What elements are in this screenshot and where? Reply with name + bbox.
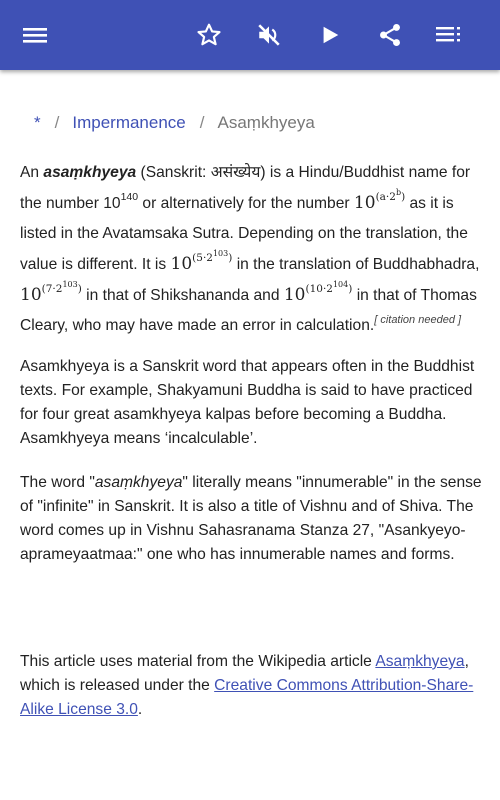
exponent-140: 140 bbox=[120, 191, 139, 203]
citation-needed-tag[interactable]: [ citation needed ] bbox=[374, 314, 462, 326]
footer-text: This article uses material from the Wikipedia article bbox=[20, 653, 376, 670]
paragraph-text: in that of Thomas Cleary, who may have made an error in calculation. bbox=[20, 287, 477, 334]
breadcrumb-home-link[interactable]: * bbox=[34, 113, 41, 132]
math-formula-1: $10^{(a\cdot 2^b)}$ bbox=[353, 188, 406, 213]
breadcrumb-current: Asaṃkhyeya bbox=[217, 113, 315, 132]
mute-button[interactable] bbox=[245, 11, 293, 59]
math-formula-3: $10^{(7\cdot 2^{103})}$ bbox=[20, 280, 82, 305]
paragraph-text: in that of Shikshananda and bbox=[81, 287, 284, 304]
paragraph-text: in the translation of Buddhabhadra, bbox=[232, 256, 480, 273]
paragraph-text: (Sanskrit: असंख्येय) is a Hindu/Buddhist name for the number 10 bbox=[20, 164, 471, 212]
play-button[interactable] bbox=[306, 11, 354, 59]
math-formula-2: $10^{(5\cdot 2^{103})}$ bbox=[170, 249, 233, 274]
paragraph-text: An bbox=[20, 164, 44, 181]
breadcrumb-parent-link[interactable]: Impermanence bbox=[72, 113, 186, 132]
hamburger-menu-icon bbox=[23, 23, 47, 47]
share-icon bbox=[377, 22, 403, 48]
breadcrumb-separator: / bbox=[199, 113, 205, 132]
paragraph-text: " literally means "innumerable" in the sense of "infinite" in Sanskrit. It is also a title of Vishnu and of Shiva. The word comes up in Vishnu Sahasranama Stanza 27, "Asankyeyo-aprameyaatmaa:" one who has innumerable names and forms. bbox=[20, 474, 482, 563]
attribution-footer bbox=[20, 650, 482, 722]
table-of-contents-button[interactable] bbox=[425, 11, 473, 59]
article-paragraph-2: Asamkhyeya is a Sanskrit word that appears often in the Buddhist texts. For example, Shakyamuni Buddha is said to have practiced for four great asamkhyeya kalpas before becoming a Buddha. Asamkhyeya means ‘incalculable’. bbox=[20, 358, 475, 447]
paragraph-text: as it is listed in the Avatamsaka Sutra. Depending on the translation, the value is different. It is bbox=[20, 195, 468, 273]
star-outline-icon bbox=[196, 22, 222, 48]
breadcrumb bbox=[34, 113, 315, 133]
wikipedia-article-link[interactable]: Asaṃkhyeya bbox=[375, 653, 465, 670]
favorite-button[interactable] bbox=[185, 11, 233, 59]
volume-off-icon bbox=[256, 22, 282, 48]
menu-button[interactable] bbox=[11, 11, 59, 59]
footer-text: , which is released under the bbox=[20, 653, 469, 694]
app-toolbar bbox=[0, 0, 500, 70]
article-paragraph-1 bbox=[20, 158, 482, 341]
article-body bbox=[20, 158, 482, 587]
footer-text: . bbox=[137, 701, 143, 718]
paragraph-text: or alternatively for the number bbox=[138, 195, 354, 212]
term-asamkhyeya-italic: asaṃkhyeya bbox=[94, 474, 183, 491]
paragraph-text: The word " bbox=[20, 474, 95, 491]
license-link[interactable]: Creative Commons Attribution-Share-Alike License 3.0 bbox=[20, 677, 474, 718]
play-icon bbox=[319, 24, 341, 46]
toc-list-icon bbox=[436, 24, 462, 46]
breadcrumb-separator: / bbox=[54, 113, 60, 132]
article-paragraph-3 bbox=[20, 471, 482, 567]
math-formula-4: $10^{(10\cdot 2^{104})}$ bbox=[283, 280, 353, 305]
share-button[interactable] bbox=[366, 11, 414, 59]
term-asamkhyeya: asaṃkhyeya bbox=[43, 164, 137, 181]
